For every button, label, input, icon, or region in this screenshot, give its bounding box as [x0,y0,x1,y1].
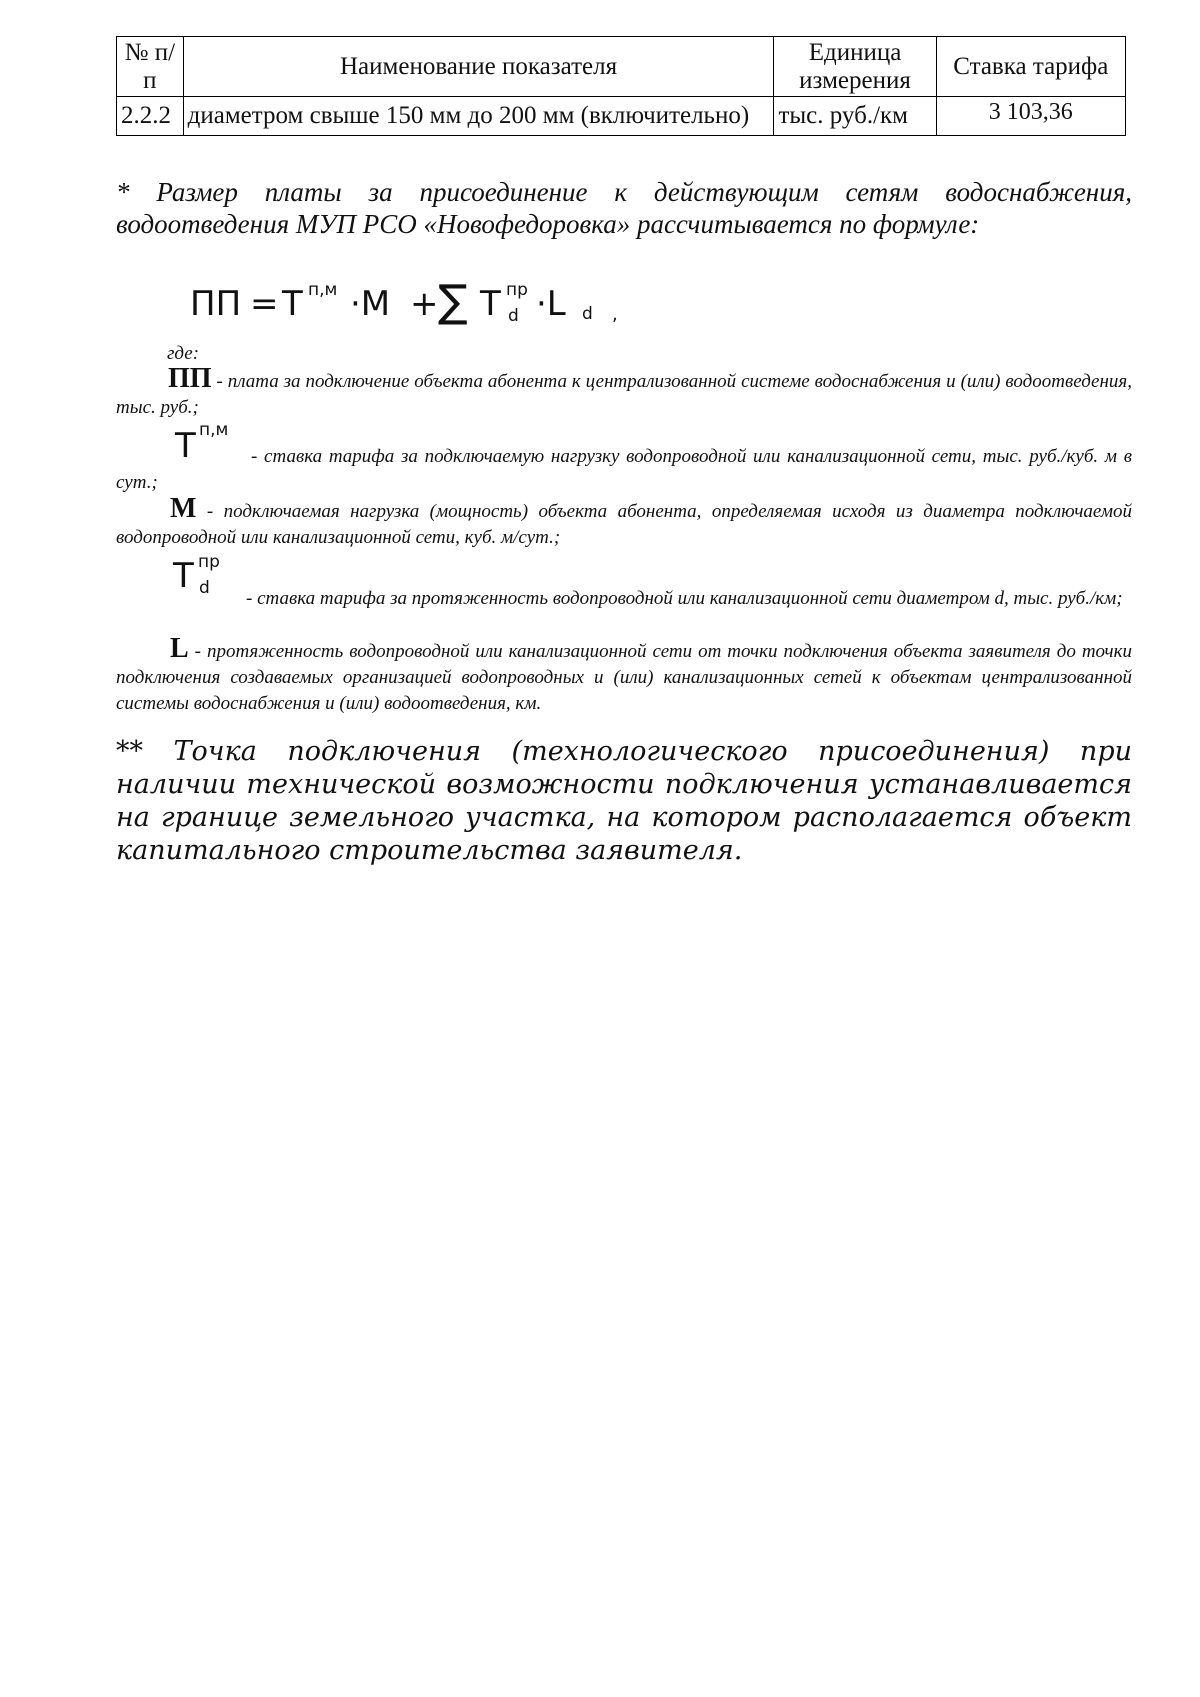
formula-dot-m: ·М [350,284,391,324]
connection-point-note: ** Точка подключения (технологического присоединения) при наличии технической возможности подключения устанавливается на границе земельного участка, на котором располагается объект капитального строительства заявителя. [116,736,1132,866]
table-row [117,97,1126,136]
formula-t: Т [282,284,303,324]
header-name: Наименование показателя [183,37,774,97]
definition-pp [116,363,1132,421]
formula-lhs: ПП [190,284,242,324]
formula-t2: Т [480,284,501,324]
definition-m-text: - подключаемая нагрузка (мощность) объекта абонента, определяемая исходя из диаметра подключаемой водопроводной или канализационной сети, куб. м/сут.; [116,501,1133,548]
formula-t-sup: п,м [308,280,338,300]
formula-l-sub: d [582,304,593,324]
definition-m [116,493,1133,551]
header-unit: Единица измерения [774,37,936,97]
formula-eq: = [250,284,279,324]
definition-l-text: - протяженность водопроводной или канализационной сети от точки подключения объекта заявителя до точки подключения создаваемых организацией водопроводных и (или) канализационных сетей к объектам централизованной системы водоснабжения и (или) водоотведения, км. [116,641,1132,714]
row-unit: тыс. руб./км [774,97,936,136]
header-rate: Ставка тарифа [936,37,1125,97]
formula-note: * Размер платы за присоединение к действующим сетям водоснабжения, водоотведения МУП РСО «Новофедоровка» рассчитывается по формуле: [116,177,1132,239]
definition-tpr [116,586,1132,612]
symbol-l: L [170,633,189,664]
header-num: № п/п [117,37,184,97]
row-num: 2.2.2 [117,97,184,136]
definition-tpr-text: - ставка тарифа за протяженность водопроводной или канализационной сети диаметром d, тыс. руб./км; [246,588,1123,609]
formula-comma: , [612,304,618,325]
definition-l [116,633,1132,717]
tariff-table [116,36,1126,136]
formula-plus: + [410,284,439,324]
formula-sum: ∑ [438,276,468,327]
symbol-m: М [170,493,197,524]
where-label: где: [167,343,200,364]
formula-dot-l: ·L [536,284,566,324]
row-rate: 3 103,36 [936,97,1125,136]
definition-tpm [116,444,1132,496]
fee-formula [190,266,710,336]
definition-pp-text: - плата за подключение объекта абонента к централизованной системе водоснабжения и (или) водоотведения, тыс. руб.; [116,371,1132,418]
symbol-pp: ПП [168,363,212,394]
row-name: диаметром свыше 150 мм до 200 мм (включительно) [183,97,774,136]
document-page: № п/п Наименование показателя Единица измерения Ставка тарифа 2.2.2 диаметром свыше 150 мм до 200 мм (включительно) тыс. руб./км 3 103,36 * Размер платы за присоединение к действующим сетям водоснабжения, водоотведения МУП РСО «Новофедоровка» рассчитывается по формуле: ПП = Т п,м ·М + ∑ Т пр d ·L d , где: ПП - плата за подключение объекта абонента к централизованной системе водоснабжения и (или) водоотведения, тыс. руб.; Т п,м - ставка тарифа за подключаемую нагрузку водопроводной или канализационной сети, тыс. руб./куб. м в сут.; М - подключаемая нагрузка (мощность) объекта абонента, определяемая исходя из диаметра подключаемой водопроводной или канализационной сети, куб. м/сут.; Т пр d - ставка тарифа за протяженность водопроводной или канализационной сети диаметром d, тыс. руб./км; L - протяженность водопроводной или канализационной сети от точки подключения объекта заявителя до точки подключения создаваемых организацией водопроводных и (или) канализационных сетей к объектам централизованной системы водоснабжения и (или) водоотведения, км. ** Точка подключения (технологического присоединения) при наличии технической возможности подключения устанавливается на границе земельного участка, на котором располагается объект капитального строительства заявителя. [0,0,1200,1697]
definition-tpm-text: - ставка тарифа за подключаемую нагрузку водопроводной или канализационной сети, тыс. руб./куб. м в сут.; [116,446,1132,493]
formula-t2-sub: d [508,306,519,326]
table-header-row [117,37,1126,97]
formula-t2-sup: пр [506,280,528,300]
